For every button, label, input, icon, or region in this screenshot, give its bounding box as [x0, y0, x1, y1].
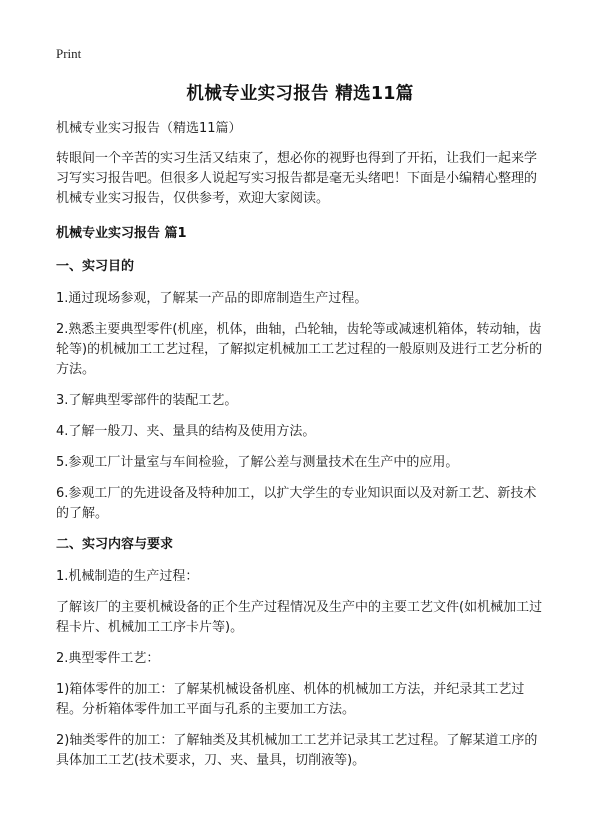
section-heading-content: 二、实习内容与要求	[56, 537, 174, 552]
purpose-item: 4.了解一般刀、夹、量具的结构及使用方法。	[56, 424, 316, 439]
purpose-item: 1.通过现场参观，了解某一产品的即席制造生产过程。	[56, 291, 368, 306]
content-paragraph: 1)箱体零件的加工：了解某机械设备机座、机体的机械加工方法，并纪录其工艺过程。分析箱体零件加工平面与孔系的主要加工方法。	[56, 682, 525, 717]
purpose-item: 2.熟悉主要典型零件(机座，机体，曲轴，凸轮轴，齿轮等或减速机箱体，转动轴，齿轮等)的机械加工工艺过程，了解拟定机械加工工艺过程的一般原则及进行工艺分析的方法。	[56, 322, 543, 377]
article-heading: 机械专业实习报告 篇1	[56, 226, 187, 241]
content-paragraph: 1.机械制造的生产过程：	[56, 569, 199, 584]
purpose-item: 6.参观工厂的先进设备及特种加工，以扩大学生的专业知识面以及对新工艺、新技术的了解。	[56, 486, 537, 521]
page-title: 机械专业实习报告 精选11篇	[186, 84, 414, 104]
document-subtitle: 机械专业实习报告（精选11篇）	[56, 121, 242, 136]
intro-paragraph: 转眼间一个辛苦的实习生活又结束了，想必你的视野也得到了开拓，让我们一起来学习写实习报告吧。但很多人说起写实习报告都是毫无头绪吧！下面是小编精心整理的机械专业实习报告，仅供参考，欢迎大家阅读。	[56, 151, 538, 206]
purpose-item: 5.参观工厂计量室与车间检验，了解公差与测量技术在生产中的应用。	[56, 455, 459, 470]
content-paragraph: 2.典型零件工艺：	[56, 651, 160, 666]
document-body	[56, 119, 546, 782]
purpose-item: 3.了解典型零部件的装配工艺。	[56, 393, 238, 408]
content-paragraph: 2)轴类零件的加工：了解轴类及其机械加工工艺并记录其工艺过程。了解某道工序的具体加工工艺(技术要求，刀、夹、量具，切削液等)。	[56, 733, 538, 768]
content-paragraph: 了解该厂的主要机械设备的正个生产过程情况及生产中的主要工艺文件(如机械加工过程卡片、机械加工工序卡片等)。	[56, 600, 543, 635]
section-heading-purpose: 一、实习目的	[56, 259, 135, 274]
print-link[interactable]: Print	[56, 46, 82, 61]
